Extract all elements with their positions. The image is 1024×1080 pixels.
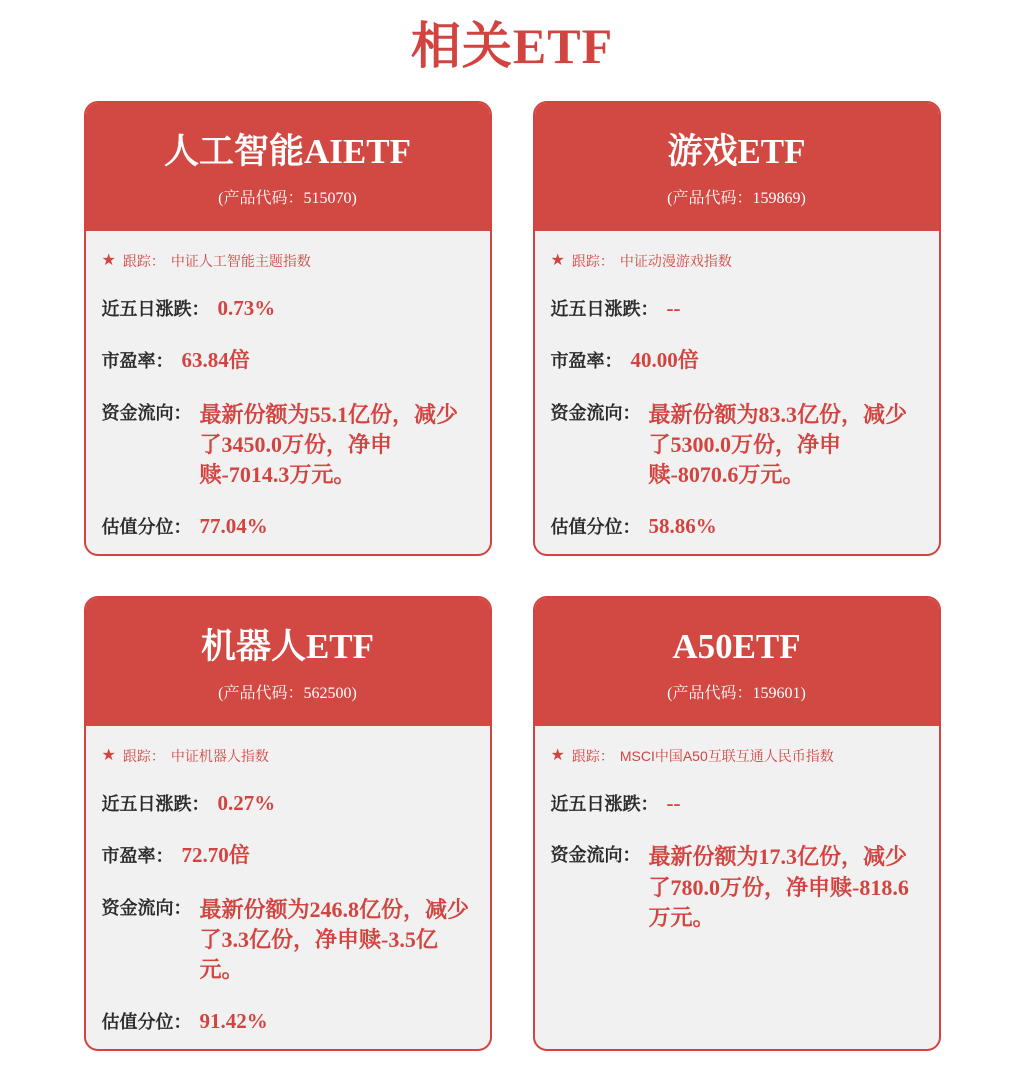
- track-row: [102, 746, 474, 766]
- star-icon: ★: [101, 747, 116, 764]
- pe-ratio-row: [551, 347, 923, 374]
- valuation-percentile-row: [102, 1008, 474, 1035]
- card-title: 游戏ETF: [667, 132, 806, 171]
- star-icon: ★: [101, 252, 116, 269]
- valuation-percentile-value: 77.04%: [199, 513, 268, 538]
- track-label: 跟踪：: [571, 748, 614, 764]
- track-index-name: 中证机器人指数: [170, 748, 269, 764]
- fund-flow-label: 资金流向：: [101, 897, 192, 918]
- card-body: [535, 726, 939, 1049]
- card-title: 人工智能AIETF: [164, 132, 411, 171]
- five-day-change-label: 近五日涨跌：: [101, 299, 210, 319]
- product-code: (产品代码：562500): [218, 684, 357, 702]
- track-row: [102, 251, 474, 271]
- card-title: A50ETF: [672, 627, 801, 666]
- track-index-name: MSCI中国A50互联互通人民币指数: [619, 748, 834, 764]
- five-day-change-row: [551, 790, 923, 817]
- fund-flow-row: [102, 895, 474, 986]
- valuation-percentile-label: 估值分位：: [101, 1011, 192, 1032]
- card-title: 机器人ETF: [200, 627, 375, 666]
- fund-flow-row: [551, 400, 923, 491]
- pe-ratio-row: [102, 842, 474, 869]
- five-day-change-value: 0.73%: [217, 296, 276, 320]
- product-code: (产品代码：159869): [667, 189, 806, 207]
- fund-flow-value: 最新份额为55.1亿份，减少了3450.0万份，净申赎-7014.3万元。: [199, 401, 459, 488]
- card-header: [535, 598, 939, 726]
- track-index-name: 中证动漫游戏指数: [619, 253, 732, 269]
- fund-flow-value: 最新份额为246.8亿份，减少了3.3亿份，净申赎-3.5亿元。: [199, 896, 470, 983]
- five-day-change-row: [102, 295, 474, 322]
- five-day-change-label: 近五日涨跌：: [101, 794, 210, 814]
- fund-flow-value: 最新份额为83.3亿份，减少了5300.0万份，净申赎-8070.6万元。: [648, 401, 908, 488]
- page-title: 相关ETF: [410, 18, 614, 74]
- track-index-name: 中证人工智能主题指数: [170, 253, 311, 269]
- pe-ratio-value: 40.00倍: [630, 348, 699, 373]
- star-icon: ★: [550, 252, 565, 269]
- etf-card-game: [533, 101, 941, 556]
- card-header: [86, 103, 490, 231]
- product-code: (产品代码：159601): [667, 684, 806, 702]
- fund-flow-row: [551, 842, 923, 933]
- track-row: [551, 746, 923, 766]
- fund-flow-label: 资金流向：: [550, 845, 641, 866]
- track-label: 跟踪：: [122, 253, 165, 269]
- pe-ratio-label: 市盈率：: [550, 351, 623, 372]
- pe-ratio-label: 市盈率：: [101, 846, 174, 867]
- card-header: [86, 598, 490, 726]
- etf-card-ai: [84, 101, 492, 556]
- product-code: (产品代码：515070): [218, 189, 357, 207]
- card-body: [86, 231, 490, 556]
- five-day-change-row: [551, 295, 923, 322]
- card-body: [535, 231, 939, 556]
- fund-flow-label: 资金流向：: [101, 402, 192, 423]
- pe-ratio-row: [102, 347, 474, 374]
- five-day-change-label: 近五日涨跌：: [550, 299, 659, 319]
- fund-flow-value: 最新份额为17.3亿份，减少了780.0万份，净申赎-818.6万元。: [648, 844, 909, 931]
- valuation-percentile-value: 58.86%: [648, 513, 717, 538]
- valuation-percentile-value: 91.42%: [199, 1008, 268, 1033]
- valuation-percentile-label: 估值分位：: [550, 516, 641, 537]
- card-header: [535, 103, 939, 231]
- five-day-change-value: --: [666, 296, 681, 320]
- etf-card-robot: [84, 596, 492, 1051]
- etf-card-a50: [533, 596, 941, 1051]
- pe-ratio-value: 63.84倍: [181, 348, 250, 373]
- valuation-percentile-row: [551, 513, 923, 540]
- card-body: [86, 726, 490, 1051]
- star-icon: ★: [550, 747, 565, 764]
- valuation-percentile-label: 估值分位：: [101, 516, 192, 537]
- five-day-change-row: [102, 790, 474, 817]
- five-day-change-value: 0.27%: [217, 791, 276, 815]
- fund-flow-row: [102, 400, 474, 491]
- etf-cards-grid: [84, 101, 941, 1051]
- valuation-percentile-row: [102, 513, 474, 540]
- five-day-change-label: 近五日涨跌：: [550, 794, 659, 814]
- pe-ratio-value: 72.70倍: [181, 843, 250, 868]
- track-row: [551, 251, 923, 271]
- track-label: 跟踪：: [571, 253, 614, 269]
- fund-flow-label: 资金流向：: [550, 402, 641, 423]
- pe-ratio-label: 市盈率：: [101, 351, 174, 372]
- five-day-change-value: --: [666, 791, 681, 815]
- track-label: 跟踪：: [122, 748, 165, 764]
